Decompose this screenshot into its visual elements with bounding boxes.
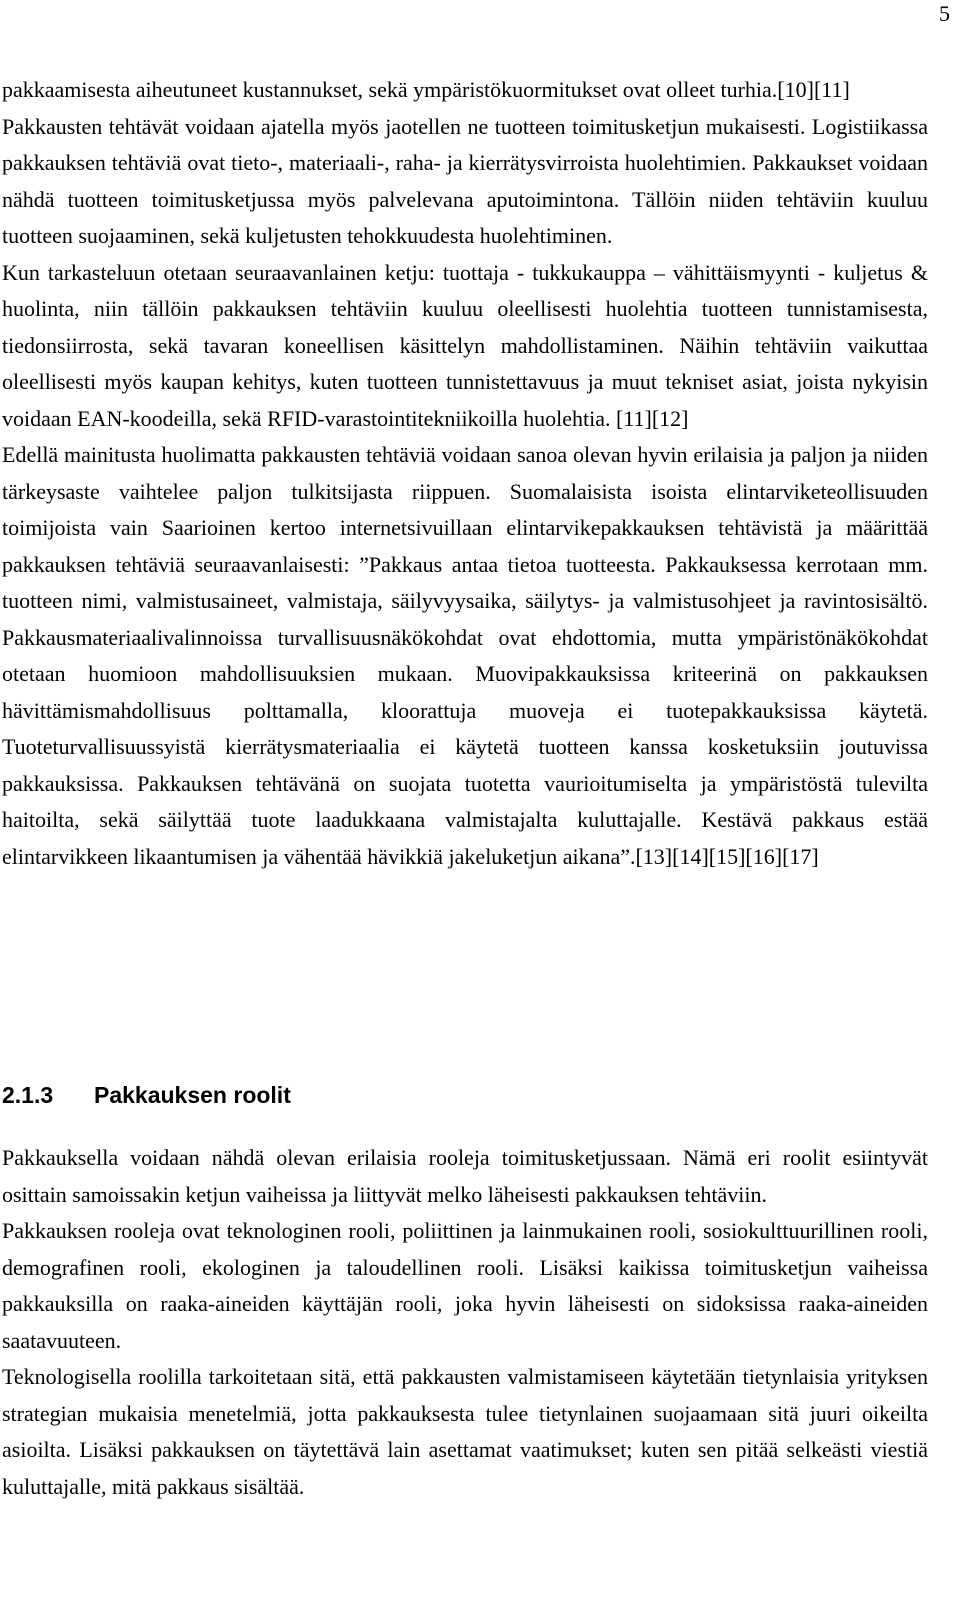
- paragraph: Pakkausten tehtävät voidaan ajatella myös jaotellen ne tuotteen toimitusketjun mukaisesti. Logistiikassa pakkauksen tehtäviä ovat tieto-, materiaali-, raha- ja kierrätysvirroista huolehtimien. Pakkaukset voidaan nähdä tuotteen toimitusketjussa myös palvelevana aputoimintona. Tällöin niiden tehtäviin kuuluu tuotteen suojaaminen, sekä kuljetusten tehokkuudesta huolehtiminen.: [2, 113, 928, 248]
- section-heading: [2, 1078, 291, 1112]
- paragraph: Edellä mainitusta huolimatta pakkausten tehtäviä voidaan sanoa olevan hyvin erilaisia ja paljon ja niiden tärkeysaste vaihtelee paljon tulkitsijasta riippuen. Suomalaisista isoista elintarviketeollisuuden toimijoista vain Saarioinen kertoo internetsivuillaan elintarvikepakkauksen tehtävistä ja määrittää pakkauksen tehtäviä seuraavanlaisesti: ”Pakkaus antaa tietoa tuotteesta. Pakkauksessa kerrotaan mm. tuotteen nimi, valmistusaineet, valmistaja, säilyvyysaika, säilytys- ja valmistusohjeet ja ravintosisältö. Pakkausmateriaalivalinnoissa turvallisuusnäkökohdat ovat ehdottomia, mutta ympäristönäkökohdat otetaan huomioon mahdollisuuksien mukaan. Muovipakkauksissa kriteerinä on pakkauksen hävittämismahdollisuus polttamalla, kloorattuja muoveja ei tuotepakkauksissa käytetä. Tuoteturvallisuussyistä kierrätysmateriaalia ei käytetä tuotteen kanssa kosketuksiin joutuvissa pakkauksissa. Pakkauksen tehtävänä on suojata tuotetta vaurioitumiselta ja ympäristöstä tulevilta haitoilta, sekä säilyttää tuote laadukkaana valmistajalta kuluttajalle. Kestävä pakkaus estää elintarvikkeen likaantumisen ja vähentää hävikkiä jakeluketjun aikana”.[13][14][15][16][17]: [2, 442, 928, 869]
- page-number: 5: [939, 1, 950, 26]
- paragraph: pakkaamisesta aiheutuneet kustannukset, sekä ympäristökuormitukset ovat olleet turhia.[10][11]: [2, 77, 850, 102]
- body-text-before-heading: [2, 72, 928, 875]
- section-number: 2.1.3: [2, 1082, 54, 1108]
- paragraph: Pakkauksella voidaan nähdä olevan erilaisia rooleja toimitusketjussaan. Nämä eri roolit esiintyvät osittain samoissakin ketjun vaiheissa ja liittyvät melko läheisesti pakkauksen tehtäviin.: [2, 1145, 928, 1207]
- paragraph: Pakkauksen rooleja ovat teknologinen rooli, poliittinen ja lainmukainen rooli, sosiokulttuurillinen rooli, demografinen rooli, ekologinen ja taloudellinen rooli. Lisäksi kaikissa toimitusketjun vaiheissa pakkauksilla on raaka-aineiden käyttäjän rooli, joka hyvin läheisesti on sidoksissa raaka-aineiden saatavuuteen.: [2, 1218, 928, 1353]
- section-title: Pakkauksen roolit: [94, 1082, 291, 1108]
- paragraph: Kun tarkasteluun otetaan seuraavanlainen ketju: tuottaja - tukkukauppa – vähittäismyynti - kuljetus & huolinta, niin tällöin pakkauksen tehtäviin kuuluu oleellisesti huolehtia tuotteen tunnistamisesta, tiedonsiirrosta, sekä tavaran koneellisen käsittelyn mahdollistaminen. Näihin tehtäviin vaikuttaa oleellisesti myös kaupan kehitys, kuten tuotteen tunnistettavuus ja muut tekniset asiat, joista nykyisin voidaan EAN-koodeilla, sekä RFID-varastointitekniikoilla huolehtia. [11][12]: [2, 259, 928, 431]
- body-text-after-heading: [2, 1140, 928, 1505]
- paragraph: Teknologisella roolilla tarkoitetaan sitä, että pakkausten valmistamiseen käytetään tietynlaisia yrityksen strategian mukaisia menetelmiä, jotta pakkauksesta tulee tietynlainen suojaamaan sitä juuri oikeilta asioilta. Lisäksi pakkauksen on täytettävä lain asettamat vaatimukset; kuten sen pitää selkeästi viestiä kuluttajalle, mitä pakkaus sisältää.: [2, 1364, 928, 1499]
